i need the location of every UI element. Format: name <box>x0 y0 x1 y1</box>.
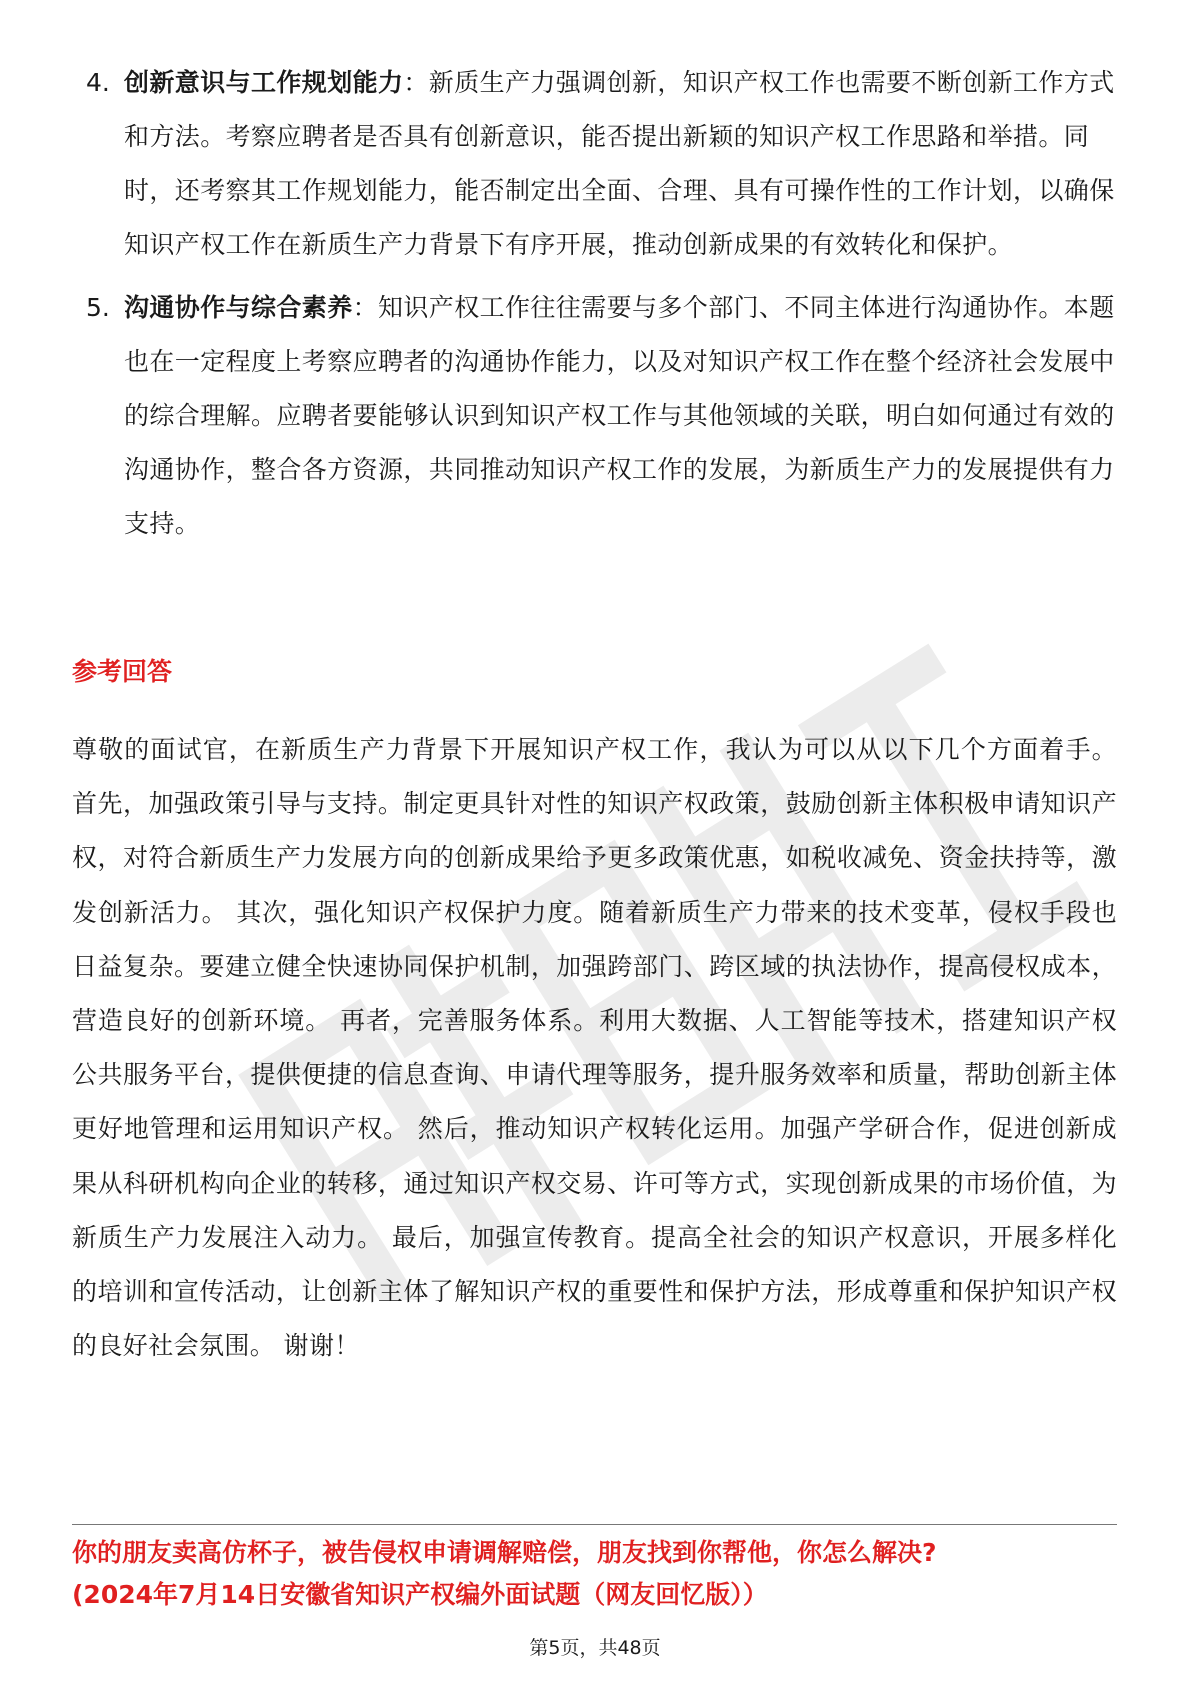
list-item-text <box>124 56 1132 272</box>
list-item-number: 5. <box>86 293 110 322</box>
section-heading: 参考回答 <box>72 657 173 686</box>
page-number: 第5页，共48页 <box>529 1637 661 1659</box>
list-item-number: 4. <box>86 68 110 97</box>
list-item-text <box>124 281 1132 551</box>
divider <box>72 1524 1117 1525</box>
list-item-title: 创新意识与工作规划能力 <box>124 68 404 97</box>
next-question-text: 你的朋友卖高仿杯子，被告侵权申请调解赔偿，朋友找到你帮他，你怎么解决? <box>72 1538 937 1567</box>
list-item <box>72 56 1132 272</box>
list-item-body: ：新质生产力强调创新，知识产权工作也需要不断创新工作方式和方法。考察应聘者是否具有创新意识，能否提出新颖的知识产权工作思路和举措。同时，还考察其工作规划能力，能否制定出全面、合理、具有可操作性的工作计划，以确保知识产权工作在新质生产力背景下有序开展，推动创新成果的有效转化和保护。 <box>124 68 1115 259</box>
reference-answer: 尊敬的面试官，在新质生产力背景下开展知识产权工作，我认为可以从以下几个方面着手。 首先，加强政策引导与支持。制定更具针对性的知识产权政策，鼓励创新主体积极申请知识产权，对符合新质生产力发展方向的创新成果给予更多政策优惠，如税收减免、资金扶持等，激发创新活力。 其次，强化知识产权保护力度。随着新质生产力带来的技术变革，侵权手段也日益复杂。要建立健全快速协同保护机制，加强跨部门、跨区域的执法协作，提高侵权成本，营造良好的创新环境。 再者，完善服务体系。利用大数据、人工智能等技术，搭建知识产权公共服务平台，提供便捷的信息查询、申请代理等服务，提升服务效率和质量，帮助创新主体更好地管理和运用知识产权。 然后，推动知识产权转化运用。加强产学研合作，促进创新成果从科研机构向企业的转移，通过知识产权交易、许可等方式，实现创新成果的市场价值，为新质生产力发展注入动力。 最后，加强宣传教育。提高全社会的知识产权意识，开展多样化的培训和宣传活动，让创新主体了解知识产权的重要性和保护方法，形成尊重和保护知识产权的良好社会氛围。 谢谢！ <box>72 735 1117 1361</box>
next-question <box>72 1532 1132 1616</box>
list-item <box>72 281 1132 551</box>
evaluation-points-list <box>72 56 1132 560</box>
list-item-body: ：知识产权工作往往需要与多个部门、不同主体进行沟通协作。本题也在一定程度上考察应聘者的沟通协作能力，以及对知识产权工作在整个经济社会发展中的综合理解。应聘者要能够认识到知识产权工作与其他领域的关联，明白如何通过有效的沟通协作，整合各方资源，共同推动知识产权工作的发展，为新质生产力的发展提供有力支持。 <box>124 293 1115 538</box>
list-item-title: 沟通协作与综合素养 <box>124 293 353 322</box>
next-question-source: (2024年7月14日安徽省知识产权编外面试题（网友回忆版）） <box>72 1580 768 1609</box>
